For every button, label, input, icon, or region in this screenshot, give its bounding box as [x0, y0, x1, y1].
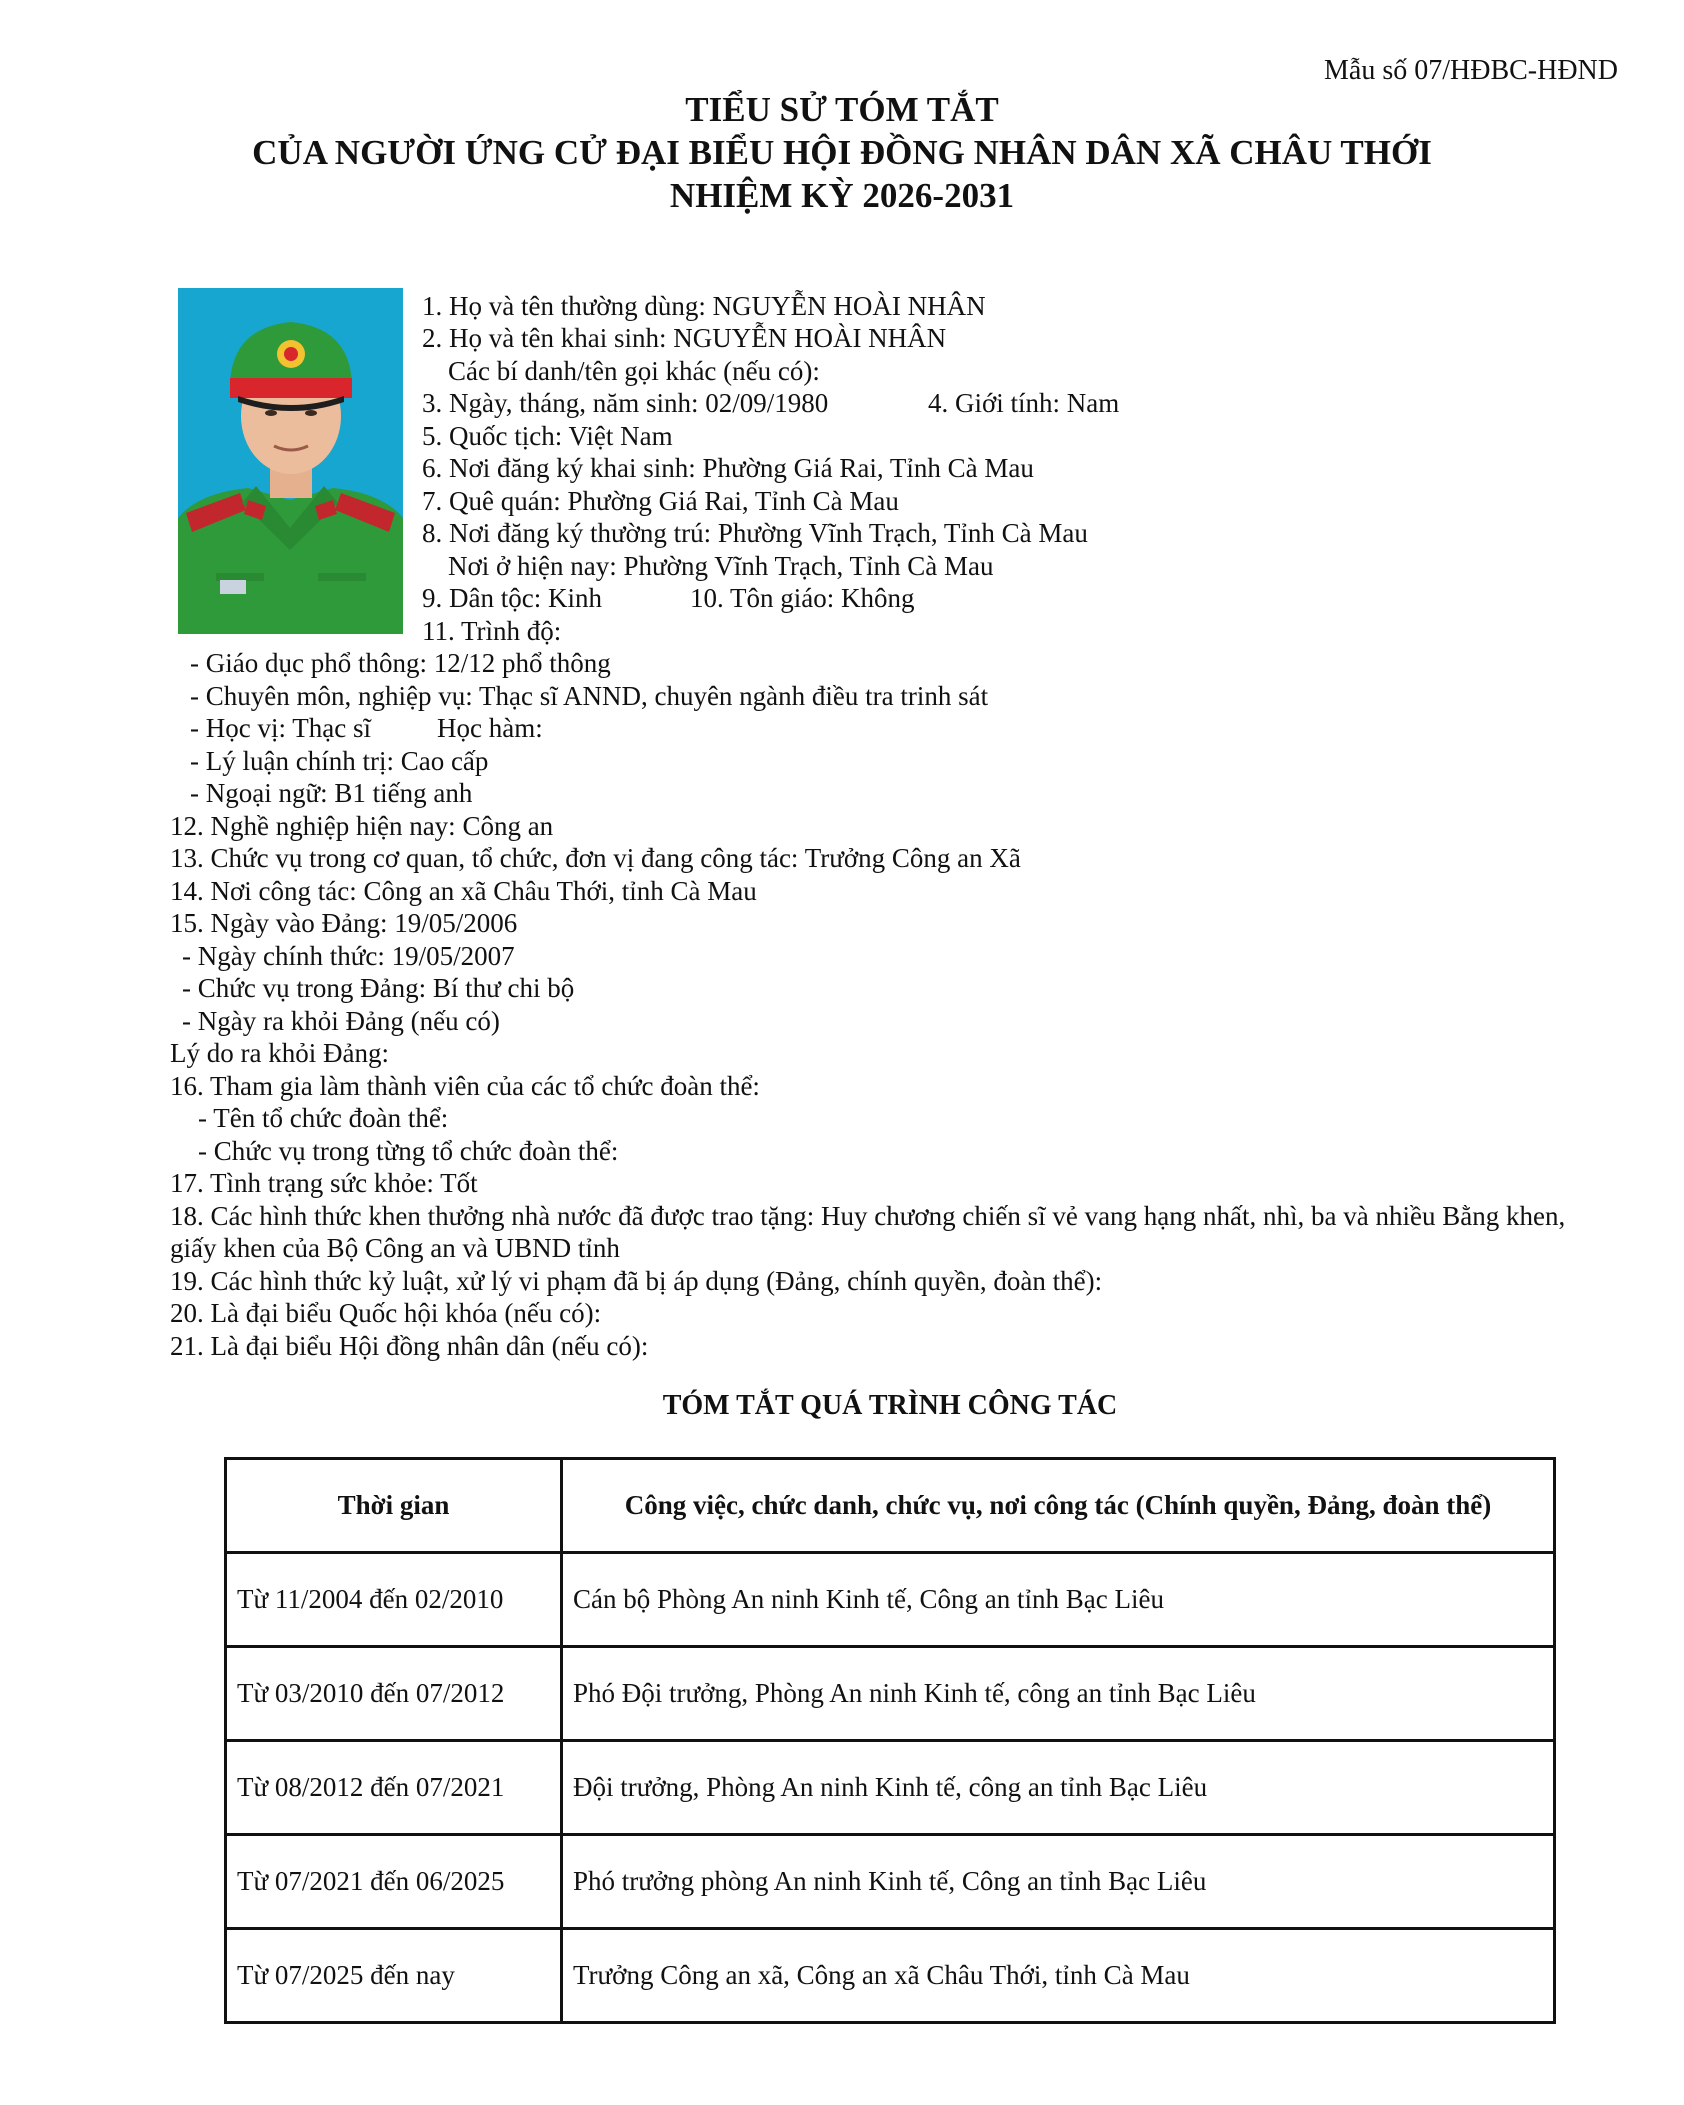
field-political-theory: - Lý luận chính trị: Cao cấp — [190, 746, 489, 776]
row-period: Từ 07/2021 đến 06/2025 — [226, 1835, 562, 1929]
field-ethnicity: 9. Dân tộc: Kinh — [422, 583, 602, 613]
field-birth-registration: 6. Nơi đăng ký khai sinh: Phường Giá Rai, Tỉnh Cà Mau — [422, 453, 1034, 483]
header-time: Thời gian — [226, 1459, 562, 1553]
work-history-table — [224, 1457, 1556, 2024]
row-period: Từ 07/2025 đến nay — [226, 1929, 562, 2023]
field-awards: 18. Các hình thức khen thưởng nhà nước đã được trao tặng: Huy chương chiến sĩ vẻ vang hạng nhất, nhì, ba và nhiều Bằng khen, — [170, 1201, 1566, 1231]
field-health-status: 17. Tình trạng sức khỏe: Tốt — [170, 1168, 478, 1198]
field-party-join-date: 15. Ngày vào Đảng: 19/05/2006 — [170, 908, 518, 938]
field-organization-name: - Tên tổ chức đoàn thể: — [198, 1103, 449, 1133]
field-organization-position: - Chức vụ trong từng tổ chức đoàn thể: — [198, 1136, 619, 1166]
table-header-row — [226, 1459, 1555, 1553]
field-birth-name: 2. Họ và tên khai sinh: NGUYỄN HOÀI NHÂN — [422, 323, 947, 353]
row-period: Từ 08/2012 đến 07/2021 — [226, 1741, 562, 1835]
field-date-of-birth: 3. Ngày, tháng, năm sinh: 02/09/1980 — [422, 388, 829, 418]
field-general-education: - Giáo dục phổ thông: 12/12 phổ thông — [190, 648, 611, 678]
field-education: 11. Trình độ: — [422, 616, 562, 646]
title-line-2: CỦA NGƯỜI ỨNG CỬ ĐẠI BIỂU HỘI ĐỒNG NHÂN DÂN XÃ CHÂU THỚI — [252, 133, 1432, 172]
field-common-name: 1. Họ và tên thường dùng: NGUYỄN HOÀI NHÂN — [422, 291, 986, 321]
field-professional-qualification: - Chuyên môn, nghiệp vụ: Thạc sĩ ANND, chuyên ngành điều tra trinh sát — [190, 681, 989, 711]
title-line-1: TIỂU SỬ TÓM TẮT — [685, 90, 999, 129]
table-row — [226, 1741, 1555, 1835]
field-aliases: Các bí danh/tên gọi khác (nếu có): — [448, 356, 820, 386]
title-line-3: NHIỆM KỲ 2026-2031 — [669, 176, 1015, 215]
field-current-residence: Nơi ở hiện nay: Phường Vĩnh Trạch, Tỉnh Cà Mau — [448, 551, 994, 581]
table-row — [226, 1835, 1555, 1929]
row-description: Trưởng Công an xã, Công an xã Châu Thới, tỉnh Cà Mau — [562, 1929, 1555, 2023]
field-party-leave-date: - Ngày ra khỏi Đảng (nếu có) — [182, 1006, 500, 1036]
field-permanent-residence: 8. Nơi đăng ký thường trú: Phường Vĩnh Trạch, Tỉnh Cà Mau — [422, 518, 1088, 548]
field-mass-organizations: 16. Tham gia làm thành viên của các tổ chức đoàn thể: — [170, 1071, 760, 1101]
header-job-description: Công việc, chức danh, chức vụ, nơi công tác (Chính quyền, Đảng, đoàn thể) — [562, 1459, 1555, 1553]
field-foreign-language: - Ngoại ngữ: B1 tiếng anh — [190, 778, 473, 808]
document-title — [0, 88, 1684, 217]
field-party-leave-reason: Lý do ra khỏi Đảng: — [170, 1038, 389, 1068]
table-row — [226, 1647, 1555, 1741]
row-period: Từ 03/2010 đến 07/2012 — [226, 1647, 562, 1741]
field-academic-degree: - Học vị: Thạc sĩ — [190, 713, 371, 743]
field-party-position: - Chức vụ trong Đảng: Bí thư chi bộ — [182, 973, 575, 1003]
field-religion: 10. Tôn giáo: Không — [690, 583, 915, 613]
field-nationality: 5. Quốc tịch: Việt Nam — [422, 421, 673, 451]
field-occupation: 12. Nghề nghiệp hiện nay: Công an — [170, 811, 554, 841]
field-workplace: 14. Nơi công tác: Công an xã Châu Thới, tỉnh Cà Mau — [170, 876, 757, 906]
field-national-assembly-delegate: 20. Là đại biểu Quốc hội khóa (nếu có): — [170, 1298, 602, 1328]
work-history-title: TÓM TẮT QUÁ TRÌNH CÔNG TÁC — [662, 1390, 1118, 1421]
form-code: Mẫu số 07/HĐBC-HĐND — [1324, 55, 1618, 86]
field-position: 13. Chức vụ trong cơ quan, tổ chức, đơn vị đang công tác: Trưởng Công an Xã — [170, 843, 1021, 873]
field-hometown: 7. Quê quán: Phường Giá Rai, Tỉnh Cà Mau — [422, 486, 899, 516]
row-description: Phó Đội trưởng, Phòng An ninh Kinh tế, công an tỉnh Bạc Liêu — [562, 1647, 1555, 1741]
field-academic-title: Học hàm: — [437, 713, 543, 743]
table-row — [226, 1553, 1555, 1647]
row-period: Từ 11/2004 đến 02/2010 — [226, 1553, 562, 1647]
row-description: Cán bộ Phòng An ninh Kinh tế, Công an tỉnh Bạc Liêu — [562, 1553, 1555, 1647]
row-description: Đội trưởng, Phòng An ninh Kinh tế, công an tỉnh Bạc Liêu — [562, 1741, 1555, 1835]
field-awards-continued: giấy khen của Bộ Công an và UBND tỉnh — [170, 1233, 620, 1263]
field-disciplinary-actions: 19. Các hình thức kỷ luật, xử lý vi phạm đã bị áp dụng (Đảng, chính quyền, đoàn thể): — [170, 1266, 1103, 1296]
candidate-portrait-photo — [178, 288, 403, 634]
field-party-official-date: - Ngày chính thức: 19/05/2007 — [182, 941, 515, 971]
field-peoples-council-delegate: 21. Là đại biểu Hội đồng nhân dân (nếu có): — [170, 1331, 649, 1361]
row-description: Phó trưởng phòng An ninh Kinh tế, Công an tỉnh Bạc Liêu — [562, 1835, 1555, 1929]
field-gender: 4. Giới tính: Nam — [928, 388, 1120, 418]
table-row — [226, 1929, 1555, 2023]
